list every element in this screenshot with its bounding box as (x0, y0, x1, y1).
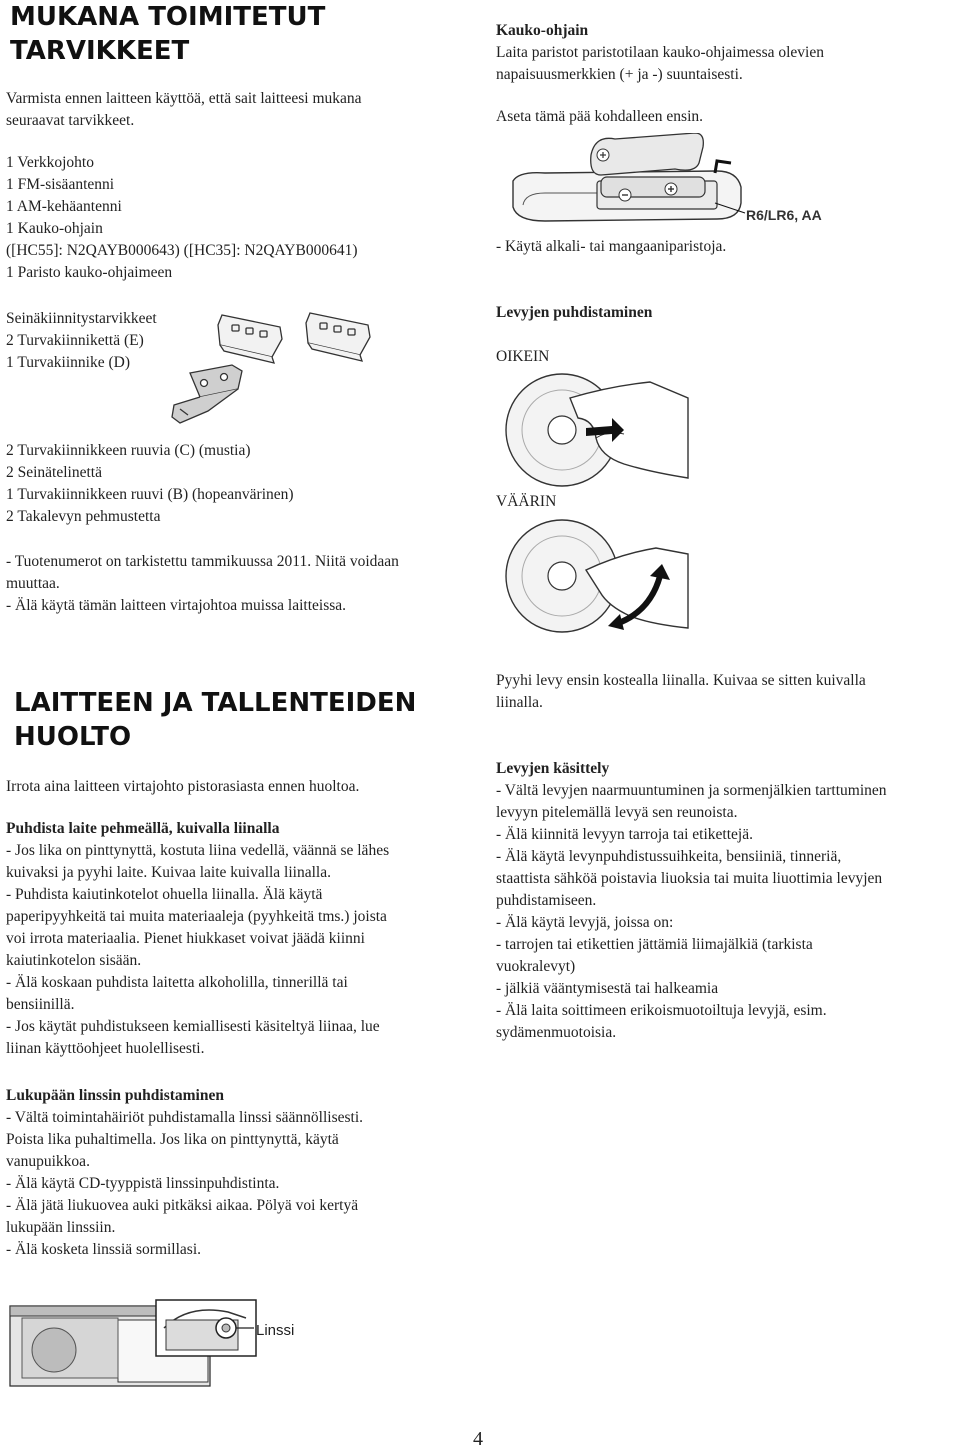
list-item: 2 Seinätelinettä (6, 464, 102, 481)
text-line: - jälkiä vääntymisestä tai halkeamia (496, 980, 719, 997)
list-item: 2 Turvakiinnikkeen ruuvia (C) (mustia) (6, 442, 251, 459)
heading-line: TARVIKKEET (10, 36, 190, 66)
accessories-heading (10, 0, 325, 68)
text-line: Varmista ennen laitteen käyttöä, että sait laitteesi mukana (6, 90, 362, 107)
text-line: sydämenmuotoisia. (496, 1024, 617, 1041)
accessories-list (6, 152, 476, 284)
disc-cleaning-header (496, 302, 956, 368)
disc-cleaning-text (496, 670, 956, 714)
heading-line: LAITTEEN JA TALLENTEIDEN (14, 688, 417, 718)
battery-note (496, 236, 956, 258)
text-line: vanupuikkoa. (6, 1153, 90, 1170)
text-line: - Älä käytä levynpuhdistussuihkeita, bensiiniä, tinneriä, (496, 848, 842, 865)
list-item: 1 Verkkojohto (6, 154, 94, 171)
bracket-e-icon (218, 315, 282, 363)
lens-illustration (8, 1298, 328, 1390)
section-title: Lukupään linssin puhdistaminen (6, 1087, 224, 1104)
note-line: - Älä käytä tämän laitteen virtajohtoa muissa laitteissa. (6, 597, 347, 614)
list-item: 1 AM-kehäantenni (6, 198, 122, 215)
text-line: puhdistamiseen. (496, 892, 597, 909)
text-line: - Käytä alkali- tai mangaaniparistoja. (496, 238, 727, 255)
list-item: Seinäkiinnitystarvikkeet (6, 310, 157, 327)
text-line: - Älä koskaan puhdista laitetta alkoholilla, tinnerillä tai (6, 974, 348, 991)
text-line: napaisuusmerkkien (+ ja -) suuntaisesti. (496, 66, 743, 83)
wrong-label-wrap (496, 491, 696, 513)
list-item: 1 FM-sisäantenni (6, 176, 115, 193)
text-line: - Älä jätä liukuovea auki pitkäksi aikaa. Pölyä voi kertyä (6, 1197, 359, 1214)
section-title: Levyjen puhdistaminen (496, 304, 653, 321)
text-line: kuivaksi ja pyyhi laite. Kuivaa laite kuivalla liinalla. (6, 864, 331, 881)
section-title: Puhdista laite pehmeällä, kuivalla liinalla (6, 820, 280, 837)
text-line: - Vältä toimintahäiriöt puhdistamalla linssi säännöllisesti. (6, 1109, 364, 1126)
text-line: vuokralevyt) (496, 958, 576, 975)
list-item: 1 Kauko-ohjain (6, 220, 103, 237)
bracket-d-icon (172, 365, 242, 423)
text-line: - Vältä levyjen naarmuuntuminen ja sormenjälkien tarttuminen (496, 782, 887, 799)
text-line: - Älä käytä CD-tyyppistä linssinpuhdistinta. (6, 1175, 280, 1192)
list-item: 1 Paristo kauko-ohjaimeen (6, 264, 173, 281)
lens-cleaning-section (6, 1085, 481, 1261)
wrong-label: VÄÄRIN (496, 493, 557, 510)
text-line: Poista lika puhaltimella. Jos lika on pinttynyttä, käytä (6, 1131, 339, 1148)
battery-icon (601, 177, 705, 201)
text-line: - Jos käytät puhdistukseen kemiallisesti käsiteltyä liinaa, lue (6, 1018, 380, 1035)
heading-line: MUKANA TOIMITETUT (10, 2, 326, 32)
more-accessories (6, 440, 476, 528)
text-line: Pyyhi levy ensin kostealla liinalla. Kuivaa se sitten kuivalla (496, 672, 866, 689)
battery-label: R6/LR6, AA (746, 207, 822, 223)
disc-wrong-illustration (500, 514, 690, 639)
battery-insert-icon (591, 133, 704, 175)
remote-section (496, 20, 956, 128)
text-line: - Jos lika on pinttynyttä, kostuta liina vedellä, väännä se lähes (6, 842, 390, 859)
correct-label: OIKEIN (496, 348, 550, 365)
heading-line: HUOLTO (14, 722, 132, 752)
lens-label: Linssi (256, 1322, 295, 1339)
page-number: 4 (473, 1428, 483, 1450)
section-title: Levyjen käsittely (496, 760, 610, 777)
list-item: ([HC55]: N2QAYB000643) ([HC35]: N2QAYB000641) (6, 242, 358, 259)
bracket-illustration (160, 305, 400, 425)
text-line: - Puhdista kaiutinkotelot ohuella liinalla. Älä käytä (6, 886, 323, 903)
lens-zoom-icon (156, 1300, 256, 1356)
text-line: Irrota aina laitteen virtajohto pistorasiasta ennen huoltoa. (6, 778, 360, 795)
text-line: liinalla. (496, 694, 543, 711)
maintenance-heading (14, 686, 416, 754)
text-line: kaiutinkotelon sisään. (6, 952, 142, 969)
list-item: 2 Takalevyn pehmustetta (6, 508, 161, 525)
text-line: voi irrota materiaalia. Pienet hiukkaset voivat jäädä kiinni (6, 930, 365, 947)
list-item: 1 Turvakiinnikkeen ruuvi (B) (hopeanvärinen) (6, 486, 294, 503)
text-line: - Älä käytä levyjä, joissa on: (496, 914, 674, 931)
disc-correct-illustration (500, 368, 690, 493)
text-line: - Älä kosketa linssiä sormillasi. (6, 1241, 202, 1258)
disc-handling-section (496, 758, 956, 1044)
text-line: Laita paristot paristotilaan kauko-ohjaimessa olevien (496, 44, 824, 61)
text-line: seuraavat tarvikkeet. (6, 112, 135, 129)
text-line: lukupään linssiin. (6, 1219, 116, 1236)
accessories-intro (6, 88, 476, 132)
text-line: liinan käyttöohjeet huolellisesti. (6, 1040, 205, 1057)
text-line: - Älä kiinnitä levyyn tarroja tai etikettejä. (496, 826, 753, 843)
accessories-notes (6, 551, 481, 617)
section-title: Kauko-ohjain (496, 22, 589, 39)
list-item: 1 Turvakiinnike (D) (6, 354, 130, 371)
note-line: - Tuotenumerot on tarkistettu tammikuussa 2011. Niitä voidaan (6, 553, 399, 570)
maintenance-section (6, 776, 481, 1060)
bracket-e-icon (306, 313, 370, 361)
text-line: Aseta tämä pää kohdalleen ensin. (496, 108, 704, 125)
text-line: staattista sähköä poistavia liuoksia tai muita liuottimia levyjen (496, 870, 883, 887)
remote-illustration (505, 133, 765, 233)
text-line: paperipyyhkeitä tai muita materiaaleja (pyyhkeitä tms.) joista (6, 908, 387, 925)
note-line: muuttaa. (6, 575, 60, 592)
text-line: bensiinillä. (6, 996, 75, 1013)
text-line: levyyn pitelemällä levyä sen reunoista. (496, 804, 738, 821)
text-line: - tarrojen tai etikettien jättämiä liimajälkiä (tarkista (496, 936, 813, 953)
list-item: 2 Turvakiinnikettä (E) (6, 332, 144, 349)
text-line: - Älä laita soittimeen erikoismuotoiltuja levyjä, esim. (496, 1002, 827, 1019)
